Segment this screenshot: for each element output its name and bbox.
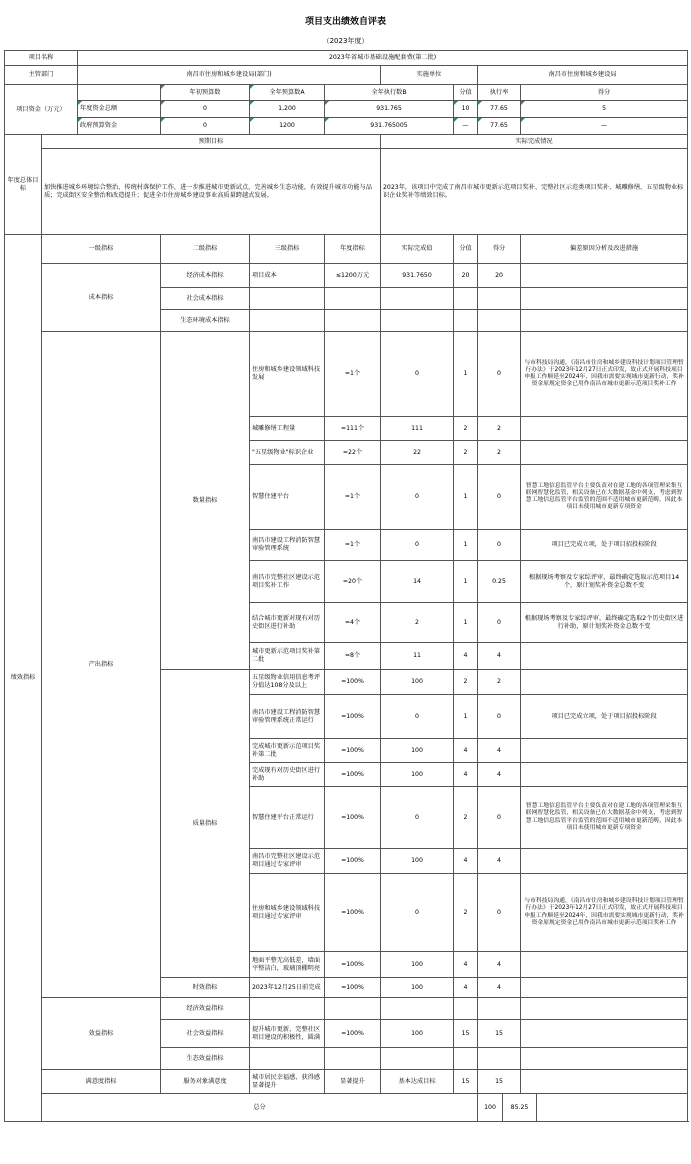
l2-timeliness: 时效指标 (161, 978, 250, 998)
ind-row-0-score-val: 20 (454, 264, 478, 288)
funds-cell: 5 (521, 101, 688, 118)
ind-row-13-score-val: 2 (454, 787, 478, 849)
ind-row-0-l3: 项目成本 (250, 264, 325, 288)
ind-row-12-score-val: 4 (454, 763, 478, 787)
ind-row-18-note (521, 1020, 688, 1048)
ind-row-16-l3: 地面平整无高低差，墙面平整洁白，玻璃顶棚明亮 (250, 952, 325, 978)
ind-row-2-actual: 111 (381, 417, 454, 441)
ind-row-9-score: 2 (478, 670, 521, 695)
ind-row-7-actual: 2 (381, 603, 454, 643)
l2-econ-benefit: 经济效益指标 (161, 998, 250, 1020)
ind-row-19-score-val: 15 (454, 1070, 478, 1094)
ind-row-11-score: 4 (478, 739, 521, 763)
ind-row-19-note (521, 1070, 688, 1094)
ind-row-2-score: 2 (478, 417, 521, 441)
funds-col-executed: 全年执行数B (325, 85, 454, 101)
ind-row-0-actual: 931.7650 (381, 264, 454, 288)
ind-row-15-actual: 0 (381, 874, 454, 952)
ind-row-1-score: 0 (478, 332, 521, 417)
ind-row-19-actual: 基本达成目标 (381, 1070, 454, 1094)
ind-row-0-score: 20 (478, 264, 521, 288)
ind-row-4-score-val: 1 (454, 465, 478, 530)
ind-row-3-note (521, 441, 688, 465)
ind-row-0-target: ≤1200万元 (325, 264, 381, 288)
ind-row-1-score-val: 1 (454, 332, 478, 417)
funds-cell: 1,200 (250, 101, 325, 118)
page-title: 项目支出绩效自评表 (304, 17, 386, 27)
ind-row-11-actual: 100 (381, 739, 454, 763)
ind-row-8-note (521, 643, 688, 670)
ind-row-12-score: 4 (478, 763, 521, 787)
l1-satisfaction: 满意度指标 (42, 1070, 161, 1094)
ind-row-6-score-val: 1 (454, 561, 478, 603)
ind-header-l1: 一级指标 (42, 235, 161, 264)
ind-row-10-score-val: 1 (454, 695, 478, 739)
l2-social-cost: 社会成本指标 (161, 288, 250, 310)
indicators-side-label: 绩效指标 (5, 235, 42, 1122)
funds-cell: — (454, 118, 478, 135)
ind-row-1-target: =1个 (325, 332, 381, 417)
annual-goal-label: 年度总体目标 (5, 135, 42, 235)
ind-row-9-target: =100% (325, 670, 381, 695)
ind-row-17-score-val: 4 (454, 978, 478, 998)
ind-row-8-target: =8个 (325, 643, 381, 670)
ind-row-11-note (521, 739, 688, 763)
ind-row-15-score-val: 2 (454, 874, 478, 952)
ind-row-5-l3: 南昌市建设工程消防智慧审验管理系统 (250, 530, 325, 561)
ind-row-11-score-val: 4 (454, 739, 478, 763)
funds-col-rate: 执行率 (478, 85, 521, 101)
ind-row-6-score: 0.25 (478, 561, 521, 603)
ind-row-4-note: 智慧工地信息监管平台主要负责对在建工地的各项管理采集互联网智慧化监管，相关设备已在大数据基金中列支，考虑到智慧工地信息监管平台监管的范围不适用城市更新范畴，因此本项目未使用城市更新专项资金 (521, 465, 688, 530)
ind-row-8-actual: 11 (381, 643, 454, 670)
ind-row-12-l3: 完成现有对历史街区进行补助 (250, 763, 325, 787)
ind-row-8-l3: 城市更新示范项目奖补第二批 (250, 643, 325, 670)
funds-cell: 931.765005 (325, 118, 454, 135)
ind-row-14-score-val: 4 (454, 849, 478, 874)
ind-row-2-l3: 城雕修缮工程量 (250, 417, 325, 441)
l2-quality: 质量指标 (161, 670, 250, 978)
ind-row-13-l3: 智慧住建平台正常运行 (250, 787, 325, 849)
ind-row-3-score-val: 2 (454, 441, 478, 465)
l1-cost: 成本指标 (42, 264, 161, 332)
ind-row-5-note: 项目已完成立项，处于项目招投标阶段 (521, 530, 688, 561)
project-name-label: 项目名称 (5, 51, 78, 66)
ind-row-8-score: 4 (478, 643, 521, 670)
ind-row-10-target: =100% (325, 695, 381, 739)
expected-goal-header: 预期目标 (42, 135, 381, 149)
funds-col-initial: 年初预算数 (161, 85, 250, 101)
funds-row-label: 年度资金总额 (78, 101, 161, 118)
funds-cell: 0 (161, 101, 250, 118)
ind-row-9-actual: 100 (381, 670, 454, 695)
ind-header-l2: 二级指标 (161, 235, 250, 264)
ind-row-4-target: =1个 (325, 465, 381, 530)
ind-row-7-score: 0 (478, 603, 521, 643)
ind-row-4-actual: 0 (381, 465, 454, 530)
ind-row-19-score: 15 (478, 1070, 521, 1094)
ind-row-14-score: 4 (478, 849, 521, 874)
ind-row-1-l3: 住房和城乡建设领域科技发展 (250, 332, 325, 417)
ind-row-13-target: =100% (325, 787, 381, 849)
ind-row-16-score-val: 4 (454, 952, 478, 978)
ind-row-3-target: =22个 (325, 441, 381, 465)
expected-goal-text: 加快推进城乡环境综合整治、传统村落保护工作，进一步推进城市更新试点，完善城乡生态功能，有效提升城市功能与品质；完成街区安全整治和改造提升；促进全市住房城乡建设事业高质量跨越式发展。 (42, 149, 381, 235)
ind-row-16-target: =100% (325, 952, 381, 978)
ind-row-14-note (521, 849, 688, 874)
funds-cell: 1200 (250, 118, 325, 135)
ind-row-11-l3: 完成城市更新示范项目奖补第二批 (250, 739, 325, 763)
project-name: 2023年省城市基础设施配套费(第二批) (78, 51, 688, 66)
l2-service-sat: 服务对象满意度 (161, 1070, 250, 1094)
funds-col-score-val: 分值 (454, 85, 478, 101)
l2-social-benefit: 社会效益指标 (161, 1020, 250, 1048)
ind-row-1-actual: 0 (381, 332, 454, 417)
ind-row-4-l3: 智慧住建平台 (250, 465, 325, 530)
dept-value: 南昌市住房和城乡建设局(部门) (78, 66, 381, 85)
ind-row-3-score: 2 (478, 441, 521, 465)
actual-result-header: 实际完成情况 (381, 135, 688, 149)
funds-cell: 77.65 (478, 101, 521, 118)
ind-row-6-note: 根据现场考察及专家综评审，最终确定选取示范项目14个，原计划奖补资金总数不变 (521, 561, 688, 603)
ind-row-9-score-val: 2 (454, 670, 478, 695)
ind-row-10-score: 0 (478, 695, 521, 739)
ind-row-14-actual: 100 (381, 849, 454, 874)
ind-row-17-note (521, 978, 688, 998)
year-subtitle: （2023年度） (322, 37, 369, 45)
ind-row-7-l3: 结合城市更新对现有对历史街区进行补助 (250, 603, 325, 643)
ind-row-2-score-val: 2 (454, 417, 478, 441)
ind-row-15-note: 与市科技局沟通，《南昌市住房和城乡建设科技计划项目管理暂行办法》于2023年12月27日正式印发，故正式开展科技项目申报工作顺延至2024年，因我市需要实现城市更新行动，奖补资金原规定资金已用作南昌市城市更新示范项目奖补工作 (521, 874, 688, 952)
ind-header-score: 得分 (478, 235, 521, 264)
ind-row-13-score: 0 (478, 787, 521, 849)
total-score: 85.25 (503, 1094, 537, 1122)
ind-row-9-note (521, 670, 688, 695)
exec-unit-value: 南昌市住房和城乡建设局 (478, 66, 688, 85)
ind-row-7-target: =4个 (325, 603, 381, 643)
ind-row-6-l3: 南昌市完整社区建设示范项目奖补工作 (250, 561, 325, 603)
funds-cell: — (521, 118, 688, 135)
ind-row-10-l3: 南昌市建设工程消防智慧审验管理系统正常运行 (250, 695, 325, 739)
actual-result-text: 2023年，该项目中完成了南昌市城市更新示范项目奖补、完整社区示范类项目奖补、城雕修缮、五星级物业标识企业奖补等绩效目标。 (381, 149, 688, 235)
ind-row-16-score: 4 (478, 952, 521, 978)
ind-row-10-actual: 0 (381, 695, 454, 739)
ind-row-2-note (521, 417, 688, 441)
ind-row-0-note (521, 264, 688, 288)
total-label: 总分 (42, 1094, 478, 1122)
ind-row-1-note: 与市科技局沟通，《南昌市住房和城乡建设科技计划项目管理暂行办法》于2023年12月27日正式印发，故正式开展科技项目申报工作顺延至2024年，因我市需要实现城市更新行动，奖补资金原规定资金已用作南昌市城市更新示范项目奖补工作 (521, 332, 688, 417)
ind-row-7-score-val: 1 (454, 603, 478, 643)
ind-header-l3: 三级指标 (250, 235, 325, 264)
ind-row-11-target: =100% (325, 739, 381, 763)
ind-row-18-score: 15 (478, 1020, 521, 1048)
ind-row-16-note (521, 952, 688, 978)
ind-row-17-actual: 100 (381, 978, 454, 998)
l1-output: 产出指标 (42, 332, 161, 998)
funds-cell: 0 (161, 118, 250, 135)
ind-row-19-target: 显著提升 (325, 1070, 381, 1094)
ind-header-actual: 实际完成值 (381, 235, 454, 264)
funds-row-label: 政府预算资金 (78, 118, 161, 135)
ind-row-17-score: 4 (478, 978, 521, 998)
ind-row-17-target: =100% (325, 978, 381, 998)
exec-unit-label: 实施单位 (381, 66, 478, 85)
ind-row-6-target: =20个 (325, 561, 381, 603)
ind-row-9-l3: 五星级物业信用信息考评分值达108分及以上 (250, 670, 325, 695)
ind-header-target: 年度指标 (325, 235, 381, 264)
ind-row-8-score-val: 4 (454, 643, 478, 670)
funds-label: 项目资金（万元） (5, 85, 78, 135)
ind-row-12-target: =100% (325, 763, 381, 787)
ind-row-15-target: =100% (325, 874, 381, 952)
ind-row-5-score: 0 (478, 530, 521, 561)
ind-row-19-l3: 城市居民幸福感、获得感显著提升 (250, 1070, 325, 1094)
ind-row-6-actual: 14 (381, 561, 454, 603)
ind-row-12-actual: 100 (381, 763, 454, 787)
ind-row-18-l3: 提升城市更新、完整社区项目建设的积极性，圆满 (250, 1020, 325, 1048)
ind-row-17-l3: 2023年12月25日前完成 (250, 978, 325, 998)
l2-econ-cost: 经济成本指标 (161, 264, 250, 288)
ind-row-15-l3: 住房和城乡建设领域科技项目通过专家评审 (250, 874, 325, 952)
l2-eco-benefit: 生态效益指标 (161, 1048, 250, 1070)
ind-row-14-target: =100% (325, 849, 381, 874)
ind-row-13-note: 智慧工地信息监管平台主要负责对在建工地的各项管理采集互联网智慧化监管，相关设备已在大数据基金中列支，考虑到智慧工地信息监管平台监管的范围不适用城市更新范畴，因此本项目未使用城市更新专项资金 (521, 787, 688, 849)
l2-quantity: 数量指标 (161, 332, 250, 670)
ind-row-12-note (521, 763, 688, 787)
ind-row-10-note: 项目已完成立项，处于项目招投标阶段 (521, 695, 688, 739)
dept-label: 主管部门 (5, 66, 78, 85)
ind-row-5-score-val: 1 (454, 530, 478, 561)
ind-row-3-l3: "五星级物业"标识企业 (250, 441, 325, 465)
ind-row-5-target: =1个 (325, 530, 381, 561)
ind-row-2-target: =111个 (325, 417, 381, 441)
ind-header-note: 偏差原因分析及改进措施 (521, 235, 688, 264)
ind-row-18-actual: 100 (381, 1020, 454, 1048)
funds-cell: 10 (454, 101, 478, 118)
ind-row-5-actual: 0 (381, 530, 454, 561)
funds-col-annual: 全年预算数A (250, 85, 325, 101)
ind-row-4-score: 0 (478, 465, 521, 530)
funds-col-score: 得分 (521, 85, 688, 101)
total-score-val: 100 (478, 1094, 503, 1122)
ind-header-score-val: 分值 (454, 235, 478, 264)
evaluation-table (4, 50, 688, 1122)
ind-row-7-note: 根据现场考察及专家综评审，最终确定选取2个历史街区进行补助，原计划奖补资金总数不变 (521, 603, 688, 643)
l2-eco-cost: 生态环境成本指标 (161, 310, 250, 332)
ind-row-14-l3: 南昌市完整社区建设示范项目通过专家评审 (250, 849, 325, 874)
l1-benefit: 效益指标 (42, 998, 161, 1070)
ind-row-16-actual: 100 (381, 952, 454, 978)
ind-row-13-actual: 0 (381, 787, 454, 849)
ind-row-3-actual: 22 (381, 441, 454, 465)
ind-row-18-target: =100% (325, 1020, 381, 1048)
funds-cell: 931.765 (325, 101, 454, 118)
funds-cell: 77.65 (478, 118, 521, 135)
ind-row-18-score-val: 15 (454, 1020, 478, 1048)
ind-row-15-score: 0 (478, 874, 521, 952)
